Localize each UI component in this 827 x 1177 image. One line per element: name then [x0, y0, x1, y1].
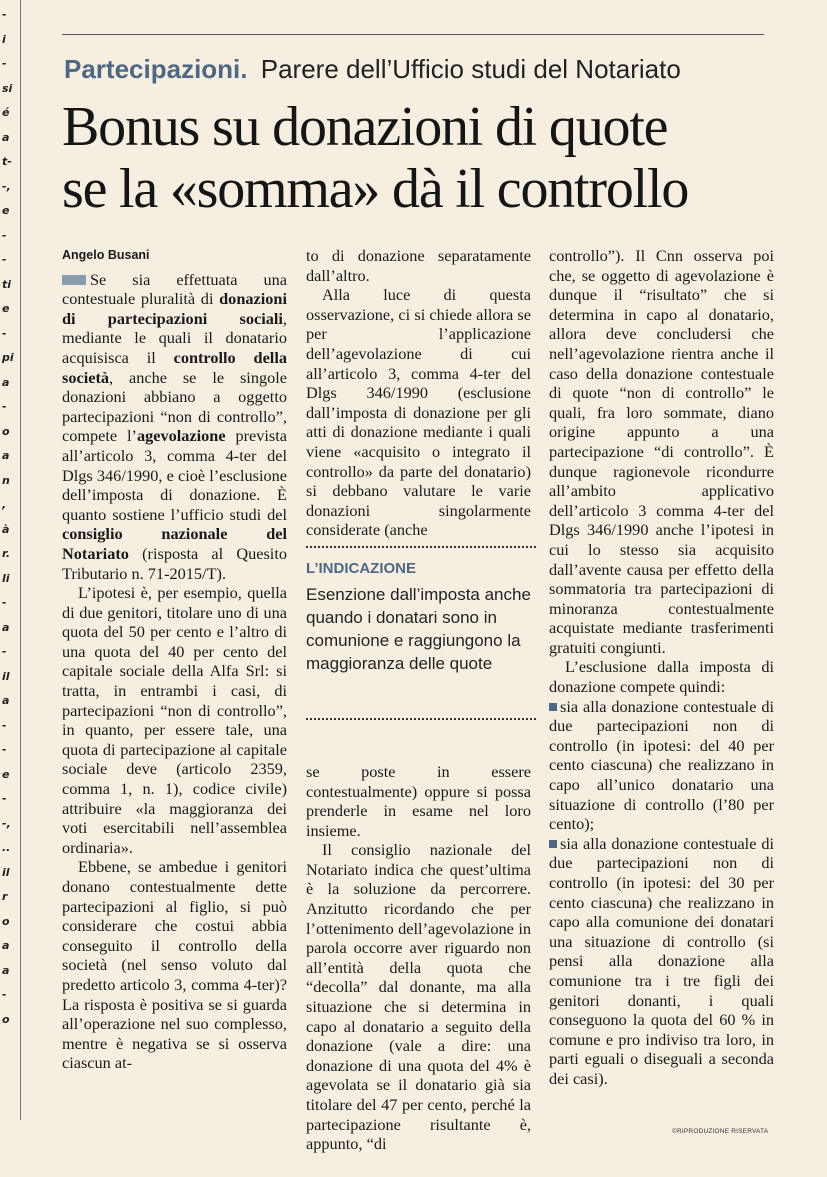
margin-fragment: e [2, 302, 10, 315]
margin-fragment: r [2, 890, 8, 903]
margin-fragment: a [2, 694, 10, 707]
margin-fragment: n [2, 473, 10, 487]
margin-fragment: i [2, 32, 6, 46]
margin-fragment: il [2, 669, 10, 683]
paragraph: Ebbene, se ambedue i genitori donano contestualmente dette partecipazioni al figlio, si può considerare che costui abbia conseguito il controllo della società (nel senso voluto dal predetto articolo 3, comma 4-ter)? La risposta è positiva se si guarda all’operazione nel suo complesso, mentre è negativa se si osserva ciascun at- [62, 857, 287, 1073]
paragraph: L’ipotesi è, per esempio, quella di due genitori, titolare uno di una quota del 50 per cento e l’altro di una quota del 40 per cento del capitale sociale della Alfa Srl: si tratta, in entrambi i casi, di partecipazioni “non di controllo”, in quanto, per essere tale, una quota di partecipazione al capitale sociale deve (articolo 2359, comma 1, n. 1), codice civile) attribuire «la maggioranza dei voti esercitabili nell’assemblea ordinaria». [62, 583, 287, 857]
margin-fragment: - [2, 645, 7, 658]
margin-fragment: a [2, 130, 10, 144]
article-column-1 [62, 246, 287, 1073]
bold-run: consiglio nazionale del Notariato [62, 524, 287, 563]
bullet-item [549, 834, 774, 1089]
margin-fragment: o [2, 424, 10, 438]
text-run: , anche se le singole donazioni abbiano a oggetto partecipazioni “non di controllo”, compete l’ [62, 367, 287, 446]
bullet-item [549, 697, 774, 834]
headline [62, 96, 782, 220]
text-run: sia alla donazione contestuale di due partecipazioni non di controllo (in ipotesi: del 40 per cento ciascuna) che realizzano in capo all’unico donatario una situazione di controllo (l’80 per cento); [549, 696, 774, 834]
margin-fragment: -, [2, 179, 11, 193]
margin-fragment: a [2, 963, 10, 977]
margin-fragment: il [2, 865, 10, 879]
copyright-credit: ©RIPRODUZIONE RISERVATA [672, 1128, 769, 1135]
margin-fragment: é [2, 106, 10, 119]
paragraph: L’esclusione dalla imposta di donazione compete quindi: [549, 657, 774, 697]
kicker-subtitle: Parere dell’Ufficio studi del Notariato [260, 54, 681, 84]
column-rule [20, 0, 21, 1120]
margin-fragment: - [2, 988, 7, 1001]
kicker [64, 54, 681, 85]
top-rule [62, 34, 764, 35]
sidebar-text: Esenzione dall’imposta anche quando i donatari sono in comunione e raggiungono la maggioranza delle quote [306, 585, 531, 673]
lead-marker [62, 275, 86, 285]
margin-fragment: - [2, 596, 7, 609]
margin-fragment: .. [2, 841, 11, 854]
bold-run: controllo della società [62, 347, 287, 387]
sidebar-bottom-rule [306, 718, 536, 720]
sidebar-title: L’INDICAZIONE [306, 560, 417, 577]
text-run: , mediante le quali il donatario acquisisca il [62, 308, 287, 367]
text-run: prevista all’articolo 3, comma 4-ter del Dlgs 346/1990, e cioè l’esclusione dell’imposta di donazione. È quanto sostiene l’ufficio studi del [62, 426, 287, 524]
article-column-3 [549, 246, 774, 1089]
margin-fragment: - [2, 792, 7, 805]
margin-fragment: - [2, 718, 7, 732]
left-margin-fragments [0, 0, 16, 1100]
margin-fragment: - [2, 743, 7, 756]
margin-fragment: a [2, 375, 10, 389]
margin-fragment: -, [2, 816, 11, 830]
margin-fragment: - [2, 8, 7, 21]
margin-fragment: - [2, 253, 7, 266]
margin-fragment: ti [2, 277, 12, 291]
margin-fragment: e [2, 767, 10, 781]
margin-fragment: a [2, 620, 10, 634]
margin-fragment: - [2, 400, 7, 413]
bullet-square-icon [549, 703, 557, 711]
margin-fragment: à [2, 522, 10, 536]
bold-run: agevolazione [136, 426, 226, 446]
paragraph [62, 270, 287, 584]
bullet-square-icon [549, 840, 557, 848]
byline: Angelo Busani [62, 248, 150, 262]
headline-line-1: Bonus su donazioni di quote [62, 96, 668, 158]
article-column-2 [306, 246, 531, 1154]
margin-fragment: a [2, 939, 10, 952]
margin-fragment: o [2, 1012, 10, 1026]
paragraph: Il consiglio nazionale del Notariato indica che quest’ultima è la soluzione da percorrere. Anzitutto ricordando che per l’ottenimento dell’agevolazione in parola occorre aver riguardo non all’entità della quota che “decolla” dal donante, ma alla situazione che si determina in capo al donatario a seguito della donazione (vale a dire: una donazione di una quota del 4% è agevolata se il donatario già sia titolare del 47 per cento, perché la partecipazione risultante è, appunto, “di [306, 840, 531, 1154]
headline-line-2: se la «somma» dà il controllo [62, 158, 689, 220]
text-run: sia alla donazione contestuale di due partecipazioni non di controllo (in ipotesi: del 30 per cento ciascuna) che realizzano in capo alla comunione dei donatari una situazione di controllo (si pensi alla donazione alla comunione tra i tre figli dei genitori donanti, i quali conseguono la quota del 60 % in comune e pro indiviso tra loro, in parti eguali o diseguali a seconda dei casi). [549, 833, 774, 1088]
paragraph: se poste in essere contestualmente) oppure si possa prenderle in esame nel loro insieme. [306, 761, 531, 840]
paragraph: to di donazione separatamente dall’altro. [306, 246, 531, 285]
margin-fragment: t- [2, 155, 12, 168]
margin-fragment: e [2, 204, 10, 217]
margin-fragment: - [2, 57, 7, 70]
margin-fragment: o [2, 914, 10, 928]
margin-fragment: pi [2, 351, 14, 364]
bold-run: donazioni di partecipazioni sociali [62, 289, 287, 328]
margin-fragment: r. [2, 547, 11, 560]
paragraph: controllo”). Il Cnn osserva poi che, se oggetto di agevolazione è dunque il “risultato” che si determina in capo al donatario, allora deve concludersi che nell’agevolazione rientra anche il caso della donazione contestuale di quote “non di controllo” le quali, fra loro sommate, diano origine appunto a una partecipazione “di controllo”. È dunque ragionevole ricondurre all’ambito applicativo dell’articolo 3 comma 4-ter del Dlgs 346/1990 anche l’ipotesi in cui lo stesso sia acquisito dall’avente causa per effetto della sommatoria tra partecipazioni di minoranza contestualmente acquistate mediante trasferimenti gratuiti congiunti. [549, 246, 774, 657]
margin-fragment: - [2, 228, 7, 242]
margin-fragment: li [2, 571, 10, 585]
margin-fragment: , [2, 498, 7, 511]
margin-fragment: - [2, 326, 7, 340]
margin-fragment: si [2, 81, 13, 95]
margin-fragment: a [2, 449, 10, 462]
kicker-category: Partecipazioni. [64, 54, 248, 84]
paragraph: Alla luce di questa osservazione, ci si chiede allora se per l’applicazione dell’agevolazione di cui all’articolo 3, comma 4-ter del Dlgs 346/1990 (esclusione dall’imposta di donazione per gli atti di donazione mediante i quali viene «acquisito o integrato il controllo» da parte del donatario) si debbano valutare le varie donazioni singolarmente considerate (anche [306, 285, 531, 540]
text-run: (risposta al Quesito Tributario n. 71-2015/T). [62, 543, 287, 583]
sidebar-top-rule [306, 546, 536, 548]
text-run: Se sia effettuata una contestuale pluralità di [62, 269, 287, 309]
